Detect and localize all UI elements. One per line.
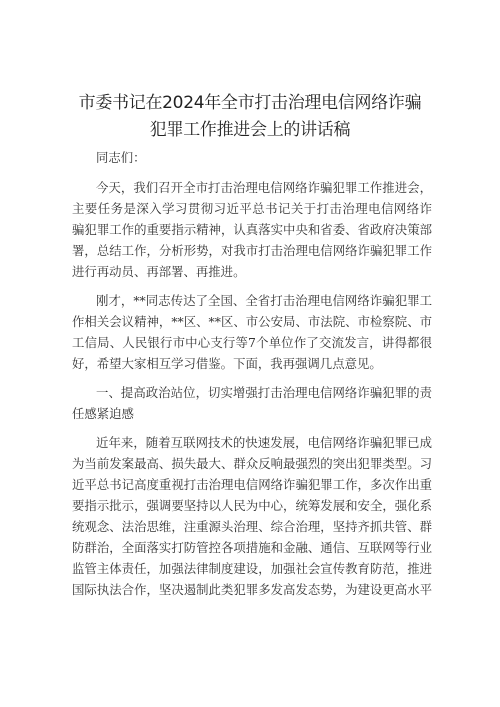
document-title-line-1: 市委书记在2024年全市打击治理电信网络诈骗: [78, 93, 422, 113]
body-line: 骗犯罪工作的重要指示精神，认真落实中央和省委、省政府决策部: [72, 222, 432, 237]
section-heading-line: 任感紧迫感: [72, 406, 134, 421]
body-line: 为当前发案最高、损失最大、群众反响最强烈的突出犯罪类型。习: [72, 456, 432, 471]
body-line: 国际执法合作，坚决遏制此类犯罪多发高发态势，为建设更高水平: [72, 582, 432, 597]
body-line: 近年来，随着互联网技术的快速发展，电信网络诈骗犯罪已成: [96, 435, 432, 450]
section-heading-line: 一、提高政治站位，切实增强打击治理电信网络诈骗犯罪的责: [96, 385, 432, 400]
body-line: 工信局、人民银行市中心支行等7个单位作了交流发言，讲得都很: [72, 335, 432, 350]
body-line: 监管主体责任，加强法律制度建设，加强社会宣传教育防范，推进: [72, 561, 432, 576]
document-title-line-2: 犯罪工作推进会上的讲话稿: [149, 120, 351, 140]
body-line: 作相关会议精神，**区、**区、市公安局、市法院、市检察院、市: [72, 314, 432, 329]
body-line: 防群治，全面落实打防管控各项措施和金融、通信、互联网等行业: [72, 540, 432, 555]
body-line: 统观念、法治思维，注重源头治理、综合治理，坚持齐抓共管、群: [72, 519, 432, 534]
body-line: 主要任务是深入学习贯彻习近平总书记关于打击治理电信网络诈: [72, 201, 432, 216]
body-line: 要指示批示，强调要坚持以人民为中心，统筹发展和安全，强化系: [72, 498, 432, 513]
body-line: 刚才，**同志传达了全国、全省打击治理电信网络诈骗犯罪工: [96, 293, 432, 308]
body-line: 近平总书记高度重视打击治理电信网络诈骗犯罪工作，多次作出重: [72, 477, 432, 492]
body-line: 署，总结工作，分析形势，对我市打击治理电信网络诈骗犯罪工作: [72, 243, 432, 258]
body-line: 进行再动员、再部署、再推进。: [72, 264, 246, 279]
body-line: 好，希望大家相互学习借鉴。下面，我再强调几点意见。: [72, 356, 382, 371]
salutation: 同志们：: [96, 150, 146, 165]
body-line: 今天，我们召开全市打击治理电信网络诈骗犯罪工作推进会，: [96, 180, 432, 195]
